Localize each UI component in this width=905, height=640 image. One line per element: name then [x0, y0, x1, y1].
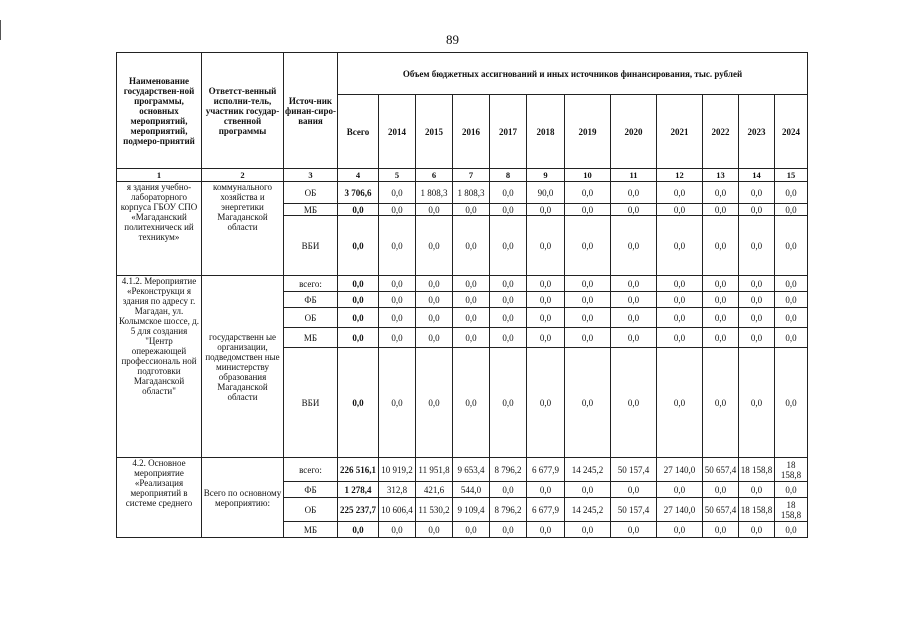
year-value-cell: 11 951,8: [416, 458, 453, 482]
header-volume: Объем бюджетных ассигнований и иных источников финансирования, тыс. рублей: [338, 53, 808, 95]
year-value-cell: 0,0: [379, 276, 416, 292]
year-value-cell: 0,0: [416, 308, 453, 328]
year-value-cell: 1 808,3: [416, 182, 453, 204]
year-value-cell: 0,0: [739, 328, 775, 348]
column-number: 12: [657, 169, 703, 182]
year-value-cell: 27 140,0: [657, 498, 703, 522]
total-value-cell: 0,0: [338, 328, 379, 348]
year-value-cell: 0,0: [703, 216, 739, 276]
year-value-cell: 0,0: [775, 216, 808, 276]
block-4-2: [117, 458, 808, 538]
year-value-cell: 0,0: [565, 348, 611, 458]
year-value-cell: 0,0: [565, 482, 611, 498]
year-value-cell: 0,0: [379, 182, 416, 204]
year-value-cell: 0,0: [416, 328, 453, 348]
header-source: Источ-ник финан-сиро-вания: [284, 53, 338, 169]
year-value-cell: 0,0: [416, 276, 453, 292]
year-value-cell: 0,0: [379, 216, 416, 276]
year-value-cell: 8 796,2: [490, 498, 527, 522]
year-value-cell: 0,0: [453, 348, 490, 458]
year-value-cell: 544,0: [453, 482, 490, 498]
header-year-2018: 2018: [527, 95, 565, 169]
responsible-cell: коммунального хозяйства и энергетики Магаданской области: [202, 182, 284, 276]
year-value-cell: 0,0: [657, 328, 703, 348]
year-value-cell: 0,0: [703, 308, 739, 328]
year-value-cell: 10 919,2: [379, 458, 416, 482]
header-year-2023: 2023: [739, 95, 775, 169]
year-value-cell: 0,0: [416, 204, 453, 216]
year-value-cell: 0,0: [703, 348, 739, 458]
year-value-cell: 0,0: [775, 292, 808, 308]
year-value-cell: 0,0: [490, 522, 527, 538]
header-year-2015: 2015: [416, 95, 453, 169]
header-year-2014: 2014: [379, 95, 416, 169]
total-value-cell: 0,0: [338, 348, 379, 458]
budget-table: [116, 52, 808, 538]
funding-source-cell: ФБ: [284, 292, 338, 308]
year-value-cell: 0,0: [611, 216, 657, 276]
column-number: 8: [490, 169, 527, 182]
column-number: 3: [284, 169, 338, 182]
year-value-cell: 11 530,2: [416, 498, 453, 522]
column-number: 5: [379, 169, 416, 182]
year-value-cell: 14 245,2: [565, 498, 611, 522]
year-value-cell: 0,0: [657, 216, 703, 276]
header-year-2017: 2017: [490, 95, 527, 169]
funding-source-cell: ОБ: [284, 308, 338, 328]
year-value-cell: 0,0: [565, 216, 611, 276]
year-value-cell: 8 796,2: [490, 458, 527, 482]
year-value-cell: 9 653,4: [453, 458, 490, 482]
year-value-cell: 0,0: [565, 328, 611, 348]
year-value-cell: 0,0: [739, 204, 775, 216]
header-year-2016: 2016: [453, 95, 490, 169]
year-value-cell: 0,0: [611, 522, 657, 538]
year-value-cell: 9 109,4: [453, 498, 490, 522]
year-value-cell: 0,0: [527, 292, 565, 308]
column-number: 6: [416, 169, 453, 182]
header-year-2020: 2020: [611, 95, 657, 169]
block-4-1-2: [117, 276, 808, 458]
header-year-2022: 2022: [703, 95, 739, 169]
year-value-cell: 0,0: [657, 308, 703, 328]
year-value-cell: 0,0: [490, 328, 527, 348]
year-value-cell: 0,0: [703, 204, 739, 216]
year-value-cell: 0,0: [739, 348, 775, 458]
year-value-cell: 18 158,8: [739, 458, 775, 482]
year-value-cell: 50 157,4: [611, 458, 657, 482]
year-value-cell: 0,0: [527, 308, 565, 328]
year-value-cell: 0,0: [490, 182, 527, 204]
total-value-cell: 0,0: [338, 204, 379, 216]
year-value-cell: 0,0: [611, 276, 657, 292]
year-value-cell: 0,0: [775, 182, 808, 204]
year-value-cell: 0,0: [453, 204, 490, 216]
year-value-cell: 0,0: [657, 276, 703, 292]
year-value-cell: 0,0: [453, 308, 490, 328]
year-value-cell: 50 657,4: [703, 458, 739, 482]
year-value-cell: 14 245,2: [565, 458, 611, 482]
year-value-cell: 0,0: [416, 216, 453, 276]
year-value-cell: 0,0: [565, 182, 611, 204]
year-value-cell: 0,0: [565, 276, 611, 292]
total-value-cell: 0,0: [338, 292, 379, 308]
year-value-cell: 0,0: [490, 308, 527, 328]
year-value-cell: 50 157,4: [611, 498, 657, 522]
year-value-cell: 0,0: [739, 292, 775, 308]
year-value-cell: 0,0: [453, 292, 490, 308]
column-number: 2: [202, 169, 284, 182]
header-year-2019: 2019: [565, 95, 611, 169]
total-value-cell: 0,0: [338, 308, 379, 328]
year-value-cell: 0,0: [611, 308, 657, 328]
year-value-cell: 0,0: [739, 216, 775, 276]
year-value-cell: 0,0: [527, 348, 565, 458]
year-value-cell: 0,0: [739, 276, 775, 292]
year-value-cell: 0,0: [527, 276, 565, 292]
funding-source-cell: МБ: [284, 328, 338, 348]
column-number: 14: [739, 169, 775, 182]
year-value-cell: 0,0: [657, 182, 703, 204]
year-value-cell: 0,0: [703, 482, 739, 498]
year-value-cell: 0,0: [379, 308, 416, 328]
column-number: 13: [703, 169, 739, 182]
funding-source-cell: ВБИ: [284, 216, 338, 276]
funding-source-cell: ОБ: [284, 182, 338, 204]
year-value-cell: 0,0: [565, 292, 611, 308]
year-value-cell: 0,0: [527, 522, 565, 538]
year-value-cell: 50 657,4: [703, 498, 739, 522]
year-value-cell: 0,0: [739, 182, 775, 204]
year-value-cell: 0,0: [611, 182, 657, 204]
year-value-cell: 0,0: [775, 276, 808, 292]
program-name-cell: 4.1.2. Мероприятие «Реконструкци я здания по адресу г. Магадан, ул. Колымское шоссе, д. 5 для создания "Центр опережающей профессиональ ной подготовки Магаданской области": [117, 276, 202, 458]
year-value-cell: 0,0: [611, 204, 657, 216]
total-value-cell: 0,0: [338, 276, 379, 292]
funding-source-cell: всего:: [284, 276, 338, 292]
year-value-cell: 0,0: [379, 328, 416, 348]
year-value-cell: 0,0: [703, 292, 739, 308]
total-value-cell: 3 706,6: [338, 182, 379, 204]
year-value-cell: 0,0: [739, 482, 775, 498]
column-number: 4: [338, 169, 379, 182]
funding-source-cell: ОБ: [284, 498, 338, 522]
year-value-cell: 0,0: [739, 308, 775, 328]
year-value-cell: 0,0: [775, 308, 808, 328]
year-value-cell: 18 158,8: [739, 498, 775, 522]
program-name-cell: я здания учебно-лабораторного корпуса ГБОУ СПО «Магаданский политехническ ий техникум»: [117, 182, 202, 276]
year-value-cell: 0,0: [703, 522, 739, 538]
year-value-cell: 0,0: [379, 522, 416, 538]
column-number-row: [117, 169, 808, 182]
total-value-cell: 0,0: [338, 522, 379, 538]
year-value-cell: 0,0: [490, 348, 527, 458]
column-number: 9: [527, 169, 565, 182]
year-value-cell: 0,0: [703, 276, 739, 292]
year-value-cell: 0,0: [453, 522, 490, 538]
year-value-cell: 0,0: [527, 216, 565, 276]
column-number: 15: [775, 169, 808, 182]
funding-source-cell: ФБ: [284, 482, 338, 498]
total-value-cell: 1 278,4: [338, 482, 379, 498]
year-value-cell: 0,0: [453, 328, 490, 348]
year-value-cell: 0,0: [657, 204, 703, 216]
year-value-cell: 0,0: [611, 482, 657, 498]
year-value-cell: 27 140,0: [657, 458, 703, 482]
year-value-cell: 0,0: [565, 204, 611, 216]
year-value-cell: 0,0: [527, 328, 565, 348]
table-row: [117, 182, 808, 204]
year-value-cell: 0,0: [490, 276, 527, 292]
year-value-cell: 10 606,4: [379, 498, 416, 522]
year-value-cell: 421,6: [416, 482, 453, 498]
column-number: 1: [117, 169, 202, 182]
year-value-cell: 0,0: [739, 522, 775, 538]
block-4-1-1-tail: [117, 182, 808, 276]
year-value-cell: 0,0: [611, 292, 657, 308]
column-number: 10: [565, 169, 611, 182]
program-name-cell: 4.2. Основное мероприятие «Реализация мероприятий в системе среднего: [117, 458, 202, 538]
year-value-cell: 18 158,8: [775, 458, 808, 482]
year-value-cell: 312,8: [379, 482, 416, 498]
year-value-cell: 6 677,9: [527, 458, 565, 482]
year-value-cell: 0,0: [775, 348, 808, 458]
year-value-cell: 0,0: [775, 204, 808, 216]
header-name: Наименование государствен-ной программы, основных мероприятий, мероприятий, подмеро-приятий: [117, 53, 202, 169]
year-value-cell: 0,0: [416, 292, 453, 308]
column-number: 11: [611, 169, 657, 182]
responsible-cell: Всего по основному мероприятию:: [202, 458, 284, 538]
year-value-cell: 0,0: [611, 348, 657, 458]
funding-source-cell: ВБИ: [284, 348, 338, 458]
year-value-cell: 0,0: [490, 204, 527, 216]
header-responsible: Ответст-венный исполни-тель, участник государ-ственной программы: [202, 53, 284, 169]
header-year-2024: 2024: [775, 95, 808, 169]
year-value-cell: 1 808,3: [453, 182, 490, 204]
year-value-cell: 0,0: [703, 182, 739, 204]
column-number: 7: [453, 169, 490, 182]
year-value-cell: 0,0: [565, 308, 611, 328]
year-value-cell: 90,0: [527, 182, 565, 204]
funding-source-cell: всего:: [284, 458, 338, 482]
year-value-cell: 0,0: [657, 292, 703, 308]
year-value-cell: 0,0: [379, 348, 416, 458]
total-value-cell: 225 237,7: [338, 498, 379, 522]
year-value-cell: 0,0: [775, 328, 808, 348]
year-value-cell: 0,0: [565, 522, 611, 538]
table-row: [117, 276, 808, 292]
year-value-cell: 0,0: [775, 522, 808, 538]
page-number: 89: [446, 32, 459, 47]
year-value-cell: 6 677,9: [527, 498, 565, 522]
year-value-cell: 0,0: [703, 328, 739, 348]
year-value-cell: 0,0: [657, 522, 703, 538]
header-year-2021: 2021: [657, 95, 703, 169]
year-value-cell: 0,0: [490, 216, 527, 276]
funding-source-cell: МБ: [284, 204, 338, 216]
year-value-cell: 18 158,8: [775, 498, 808, 522]
header-total: Всего: [338, 95, 379, 169]
year-value-cell: 0,0: [611, 328, 657, 348]
year-value-cell: 0,0: [379, 204, 416, 216]
table-row: [117, 458, 808, 482]
year-value-cell: 0,0: [490, 482, 527, 498]
responsible-cell: государственн ые организации, подведомствен ные министерству образования Магаданской области: [202, 276, 284, 458]
funding-source-cell: МБ: [284, 522, 338, 538]
year-value-cell: 0,0: [416, 348, 453, 458]
total-value-cell: 0,0: [338, 216, 379, 276]
year-value-cell: 0,0: [527, 482, 565, 498]
total-value-cell: 226 516,1: [338, 458, 379, 482]
year-value-cell: 0,0: [775, 482, 808, 498]
year-value-cell: 0,0: [527, 204, 565, 216]
year-value-cell: 0,0: [379, 292, 416, 308]
year-value-cell: 0,0: [453, 216, 490, 276]
year-value-cell: 0,0: [453, 276, 490, 292]
year-value-cell: 0,0: [657, 482, 703, 498]
year-value-cell: 0,0: [657, 348, 703, 458]
year-value-cell: 0,0: [416, 522, 453, 538]
year-value-cell: 0,0: [490, 292, 527, 308]
